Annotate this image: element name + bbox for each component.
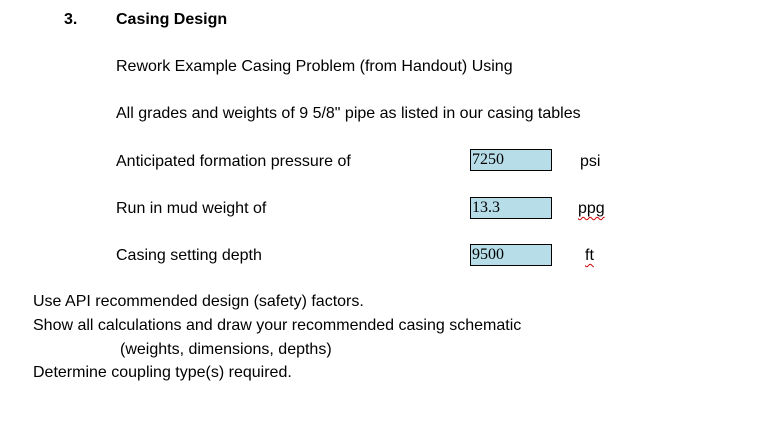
mud-weight-unit: ppg xyxy=(578,200,605,217)
instruction-line-2: Show all calculations and draw your recommended casing schematic xyxy=(33,317,522,334)
setting-depth-label: Casing setting depth xyxy=(116,247,262,264)
problem-title: Casing Design xyxy=(116,11,228,28)
formation-pressure-unit: psi xyxy=(580,153,601,170)
setting-depth-field[interactable] xyxy=(470,244,552,266)
setting-depth-unit: ft xyxy=(585,247,594,264)
instruction-line-1: Use API recommended design (safety) factors. xyxy=(33,293,364,310)
instruction-line-3: (weights, dimensions, depths) xyxy=(120,341,332,358)
formation-pressure-field[interactable] xyxy=(470,149,552,171)
formation-pressure-label: Anticipated formation pressure of xyxy=(116,153,351,170)
intro-line-2: All grades and weights of 9 5/8" pipe as listed in our casing tables xyxy=(116,105,581,122)
instruction-line-4: Determine coupling type(s) required. xyxy=(33,364,292,381)
intro-line-1: Rework Example Casing Problem (from Handout) Using xyxy=(116,58,513,75)
mud-weight-field[interactable] xyxy=(470,197,552,219)
mud-weight-label: Run in mud weight of xyxy=(116,200,267,217)
problem-number: 3. xyxy=(64,11,78,28)
